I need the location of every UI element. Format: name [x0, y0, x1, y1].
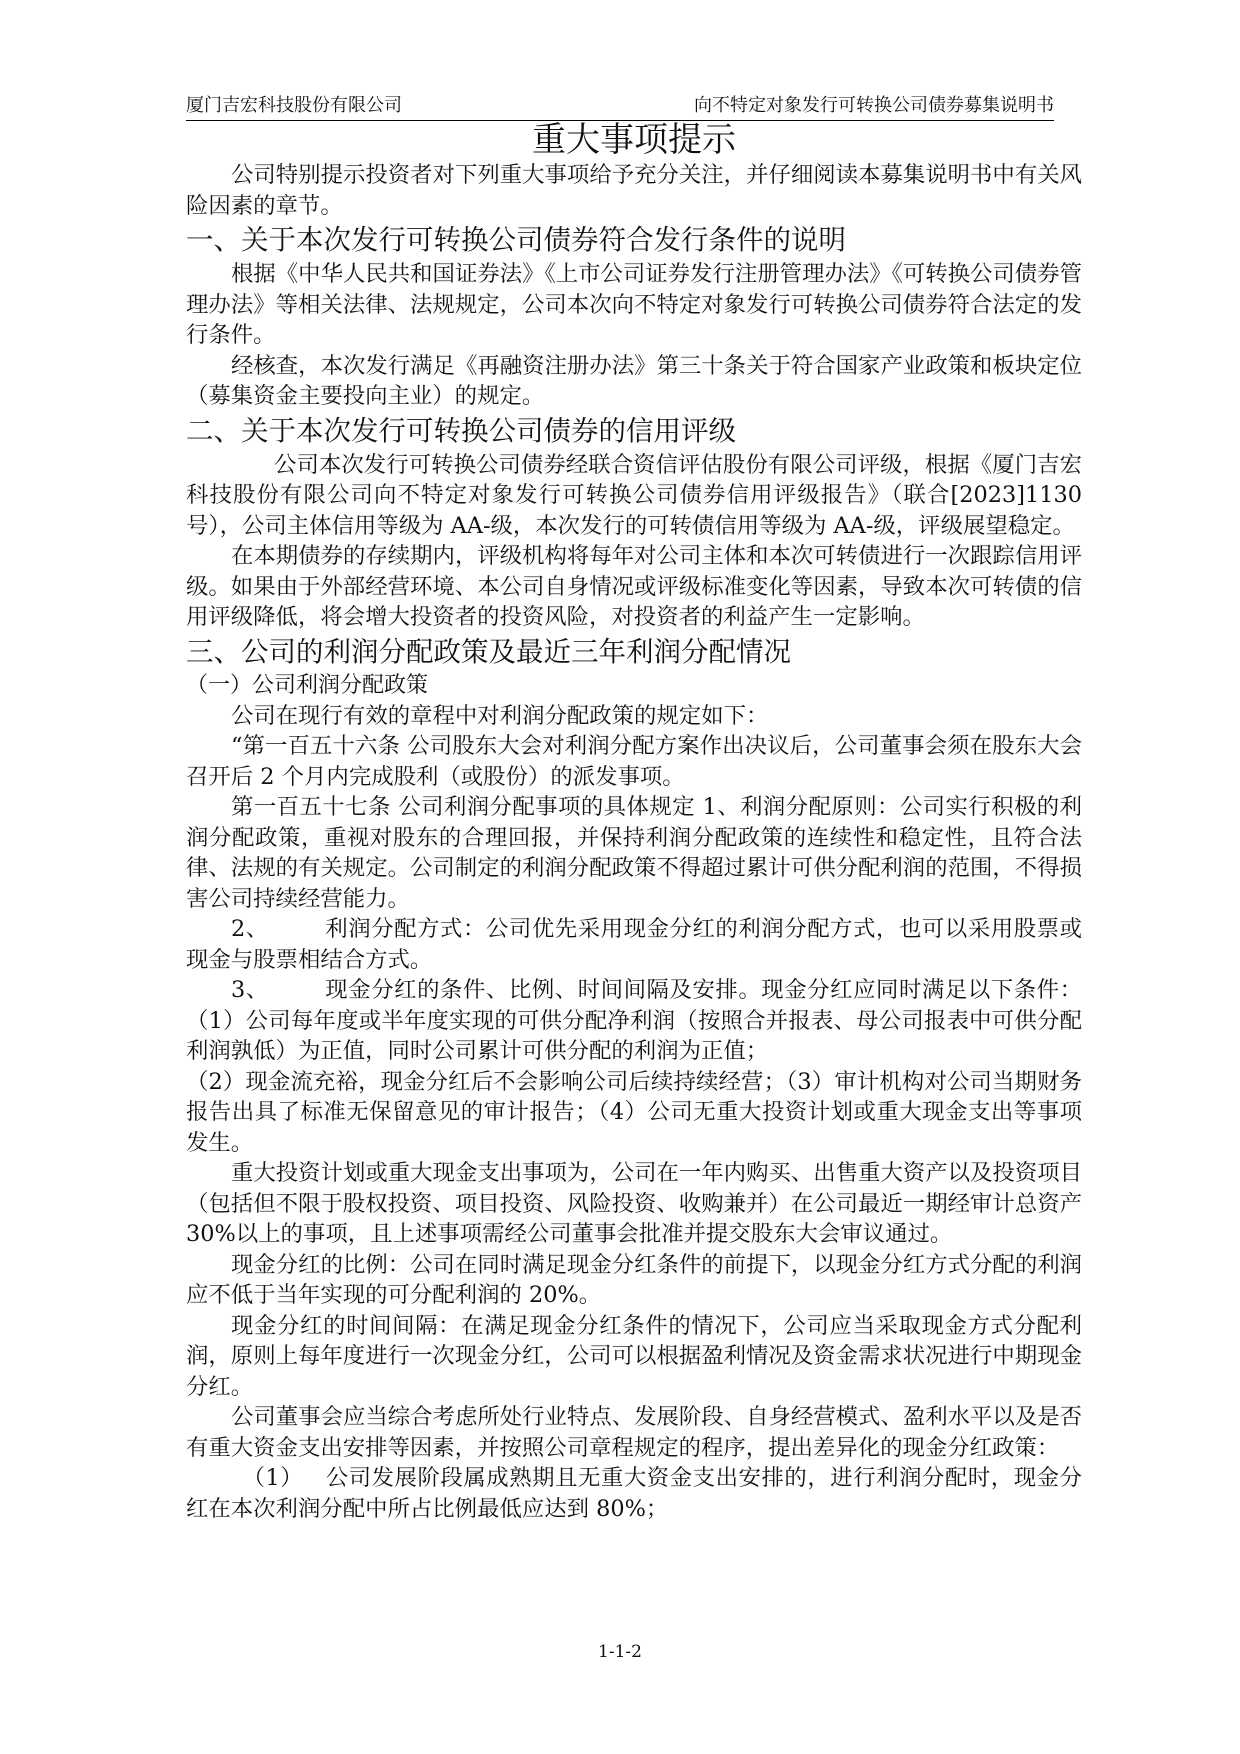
section-3-paragraph-9: 现金分红的时间间隔：在满足现金分红条件的情况下，公司应当采取现金方式分配利润，原则上每年度进行一次现金分红，公司可以根据盈利情况及资金需求状况进行中期现金分红。: [186, 1312, 1082, 1400]
section-3-paragraph-2: “第一百五十六条 公司股东大会对利润分配方案作出决议后，公司董事会须在股东大会召开后 2 个月内完成股利（或股份）的派发事项。: [186, 733, 1082, 790]
section-3-paragraph-11: [186, 1463, 1082, 1524]
intro-paragraph: 公司特别提示投资者对下列重大事项给予充分关注，并仔细阅读本募集说明书中有关风险因素的章节。: [186, 162, 1082, 219]
section-1-heading: 一、关于本次发行可转换公司债券符合发行条件的说明: [186, 224, 846, 256]
section-3-paragraph-6: （2）现金流充裕，现金分红后不会影响公司后续持续经营；（3）审计机构对公司当期财务报告出具了标准无保留意见的审计报告；（4）公司无重大投资计划或重大现金支出等事项发生。: [186, 1068, 1082, 1156]
section-3-paragraph-1: 公司在现行有效的章程中对利润分配政策的规定如下：: [231, 702, 769, 729]
section-2-paragraph-1: 公司本次发行可转换公司债券经联合资信评估股份有限公司评级，根据《厦门吉宏科技股份有限公司向不特定对象发行可转换公司债券信用评级报告》（联合[2023]1130 号），公司主体信用等级为 AA-级，本次发行的可转债信用等级为 AA-级，评级展望稳定。: [186, 451, 1082, 539]
item-2-text: 利润分配方式：公司优先采用现金分红的利润分配方式，也可以采用股票或现金与股票相结合方式。: [186, 916, 1082, 973]
section-1-paragraph-2: 经核查，本次发行满足《再融资注册办法》第三十条关于符合国家产业政策和板块定位（募集资金主要投向主业）的规定。: [186, 352, 1082, 409]
subsection-1-heading: （一）公司利润分配政策: [186, 672, 429, 698]
running-header: [186, 88, 1054, 121]
section-3-paragraph-4: [186, 914, 1082, 975]
section-3-paragraph-8: 现金分红的比例：公司在同时满足现金分红条件的前提下，以现金分红方式分配的利润应不低于当年实现的可分配利润的 20%。: [186, 1251, 1082, 1308]
page-title: 重大事项提示: [532, 120, 736, 160]
item-1-paren-text: 公司发展阶段属成熟期且无重大资金支出安排的，进行利润分配时，现金分红在本次利润分配中所占比例最低应达到 80%；: [186, 1465, 1083, 1522]
section-3-paragraph-3: 第一百五十七条 公司利润分配事项的具体规定 1、利润分配原则：公司实行积极的利润分配政策，重视对股东的合理回报，并保持利润分配政策的连续性和稳定性，且符合法律、法规的有关规定。公司制定的利润分配政策不得超过累计可供分配利润的范围，不得损害公司持续经营能力。: [186, 794, 1082, 912]
page-number: 1-1-2: [598, 1642, 642, 1662]
item-number-3: 3、: [231, 977, 269, 1003]
section-2-paragraph-2: 在本期债券的存续期内，评级机构将每年对公司主体和本次可转债进行一次跟踪信用评级。如果由于外部经营环境、本公司自身情况或评级标准变化等因素，导致本次可转债的信用评级降低，将会增大投资者的投资风险，对投资者的利益产生一定影响。: [186, 543, 1082, 630]
section-3-paragraph-7: 重大投资计划或重大现金支出事项为，公司在一年内购买、出售重大资产以及投资项目（包括但不限于股权投资、项目投资、风险投资、收购兼并）在公司最近一期经审计总资产 30%以上的事项，且上述事项需经公司董事会批准并提交股东大会审议通过。: [186, 1160, 1082, 1247]
item-3-text: 现金分红的条件、比例、时间间隔及安排。现金分红应同时满足以下条件：（1）公司每年度或半年度实现的可供分配净利润（按照合并报表、母公司报表中可供分配利润孰低）为正值，同时公司累计可供分配的利润为正值；: [186, 977, 1082, 1064]
page-content: [186, 120, 1082, 1524]
section-3-heading: 三、公司的利润分配政策及最近三年利润分配情况: [186, 635, 791, 668]
header-company: 厦门吉宏科技股份有限公司: [186, 95, 402, 116]
section-2-heading: 二、关于本次发行可转换公司债券的信用评级: [186, 414, 736, 447]
header-doc-title: 向不特定对象发行可转换公司债券募集说明书: [694, 95, 1054, 116]
item-number-2: 2、: [231, 916, 269, 942]
section-3-paragraph-10: 公司董事会应当综合考虑所处行业特点、发展阶段、自身经营模式、盈利水平以及是否有重大资金支出安排等因素，并按照公司章程规定的程序，提出差异化的现金分红政策：: [186, 1404, 1082, 1461]
section-3-paragraph-5: [186, 975, 1082, 1067]
item-number-1-paren: （1）: [242, 1465, 304, 1491]
section-1-paragraph-1: 根据《中华人民共和国证券法》《上市公司证券发行注册管理办法》《可转换公司债券管理办法》等相关法律、法规规定，公司本次向不特定对象发行可转换公司债券符合法定的发行条件。: [186, 261, 1082, 348]
